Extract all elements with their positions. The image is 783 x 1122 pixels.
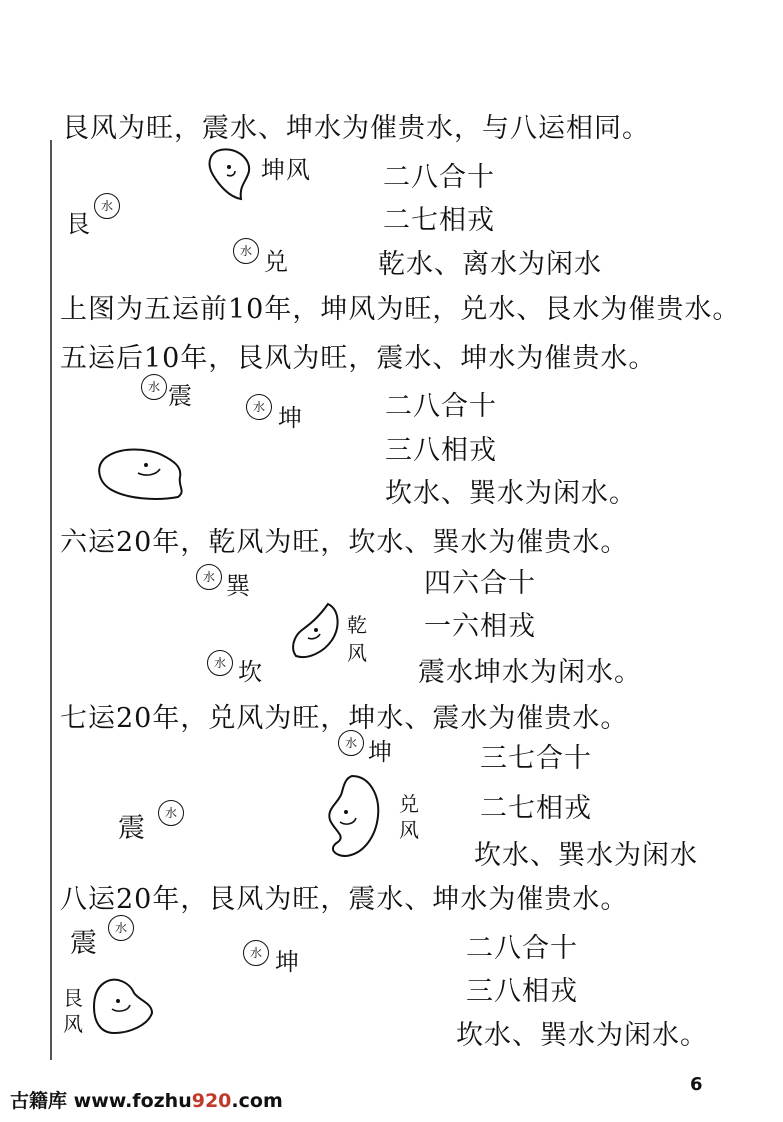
note-line: 三八相戎 [385,435,497,466]
site-url: www.fozhu920.com [73,1090,283,1112]
section-2-heading-2: 五运后10年，艮风为旺，震水、坤水为催贵水。 [60,343,657,374]
note-line: 坎水、巽水为闲水。 [385,478,637,509]
wind-label: 风 [399,818,419,842]
gen-label: 艮 [66,210,91,238]
note-line: 震水坤水为闲水。 [418,657,642,688]
footer-watermark [10,1086,283,1113]
note-line: 二八合十 [385,391,497,422]
kun-label: 坤 [278,404,303,432]
gen-label: 艮 [63,986,83,1010]
wind-cloud-icon [96,445,192,503]
wind-cloud-icon [320,772,386,860]
note-line: 坎水、巽水为闲水。 [456,1020,708,1051]
wind-label: 风 [347,641,367,665]
note-line: 三七合十 [480,743,592,774]
wind-cloud-icon [90,975,156,1039]
water-circle-icon: 水 [338,730,364,756]
section-5-heading: 八运20年，艮风为旺，震水、坤水为催贵水。 [60,884,629,915]
zhen-label: 震 [118,813,146,844]
water-circle-icon: 水 [233,238,259,264]
note-line: 二八合十 [383,162,495,193]
water-circle-icon: 水 [108,915,134,941]
water-circle-icon: 水 [94,193,120,219]
zhen-label: 震 [70,928,98,959]
wind-cloud-icon [288,600,342,662]
water-circle-icon: 水 [207,650,233,676]
wind-cloud-icon [205,145,259,205]
note-line: 乾水、离水为闲水 [378,249,602,280]
note-line: 四六合十 [424,568,536,599]
dui-label: 兑 [264,248,289,276]
water-circle-icon: 水 [246,394,272,420]
note-line: 三八相戎 [466,976,578,1007]
note-line: 坎水、巽水为闲水 [474,840,698,871]
kun-label: 坤 [275,948,300,976]
water-circle-icon: 水 [243,940,269,966]
water-circle-icon: 水 [141,374,167,400]
note-line: 二七相戎 [383,205,495,236]
water-circle-icon: 水 [196,564,222,590]
section-4-heading: 七运20年，兑风为旺，坤水、震水为催贵水。 [60,703,629,734]
section-2-heading-1: 上图为五运前10年，坤风为旺，兑水、艮水为催贵水。 [60,294,741,325]
qian-label: 乾 [347,613,367,637]
note-line: 二七相戎 [480,793,592,824]
kun-wind-label: 坤风 [261,156,311,184]
section-1-heading: 艮风为旺，震水、坤水为催贵水，与八运相同。 [62,113,650,144]
wind-label: 风 [63,1012,83,1036]
section-3-heading: 六运20年，乾风为旺，坎水、巽水为催贵水。 [60,527,629,558]
site-name: 古籍库 [10,1090,68,1112]
water-circle-icon: 水 [158,800,184,826]
margin-line [50,140,52,1060]
page-number: 6 [690,1074,703,1095]
note-line: 二八合十 [466,933,578,964]
dui-label: 兑 [399,792,419,816]
note-line: 一六相戎 [424,611,536,642]
kan-label: 坎 [238,658,263,686]
zhen-label: 震 [168,382,193,410]
kun-label: 坤 [368,738,393,766]
xun-label: 巽 [226,572,251,600]
